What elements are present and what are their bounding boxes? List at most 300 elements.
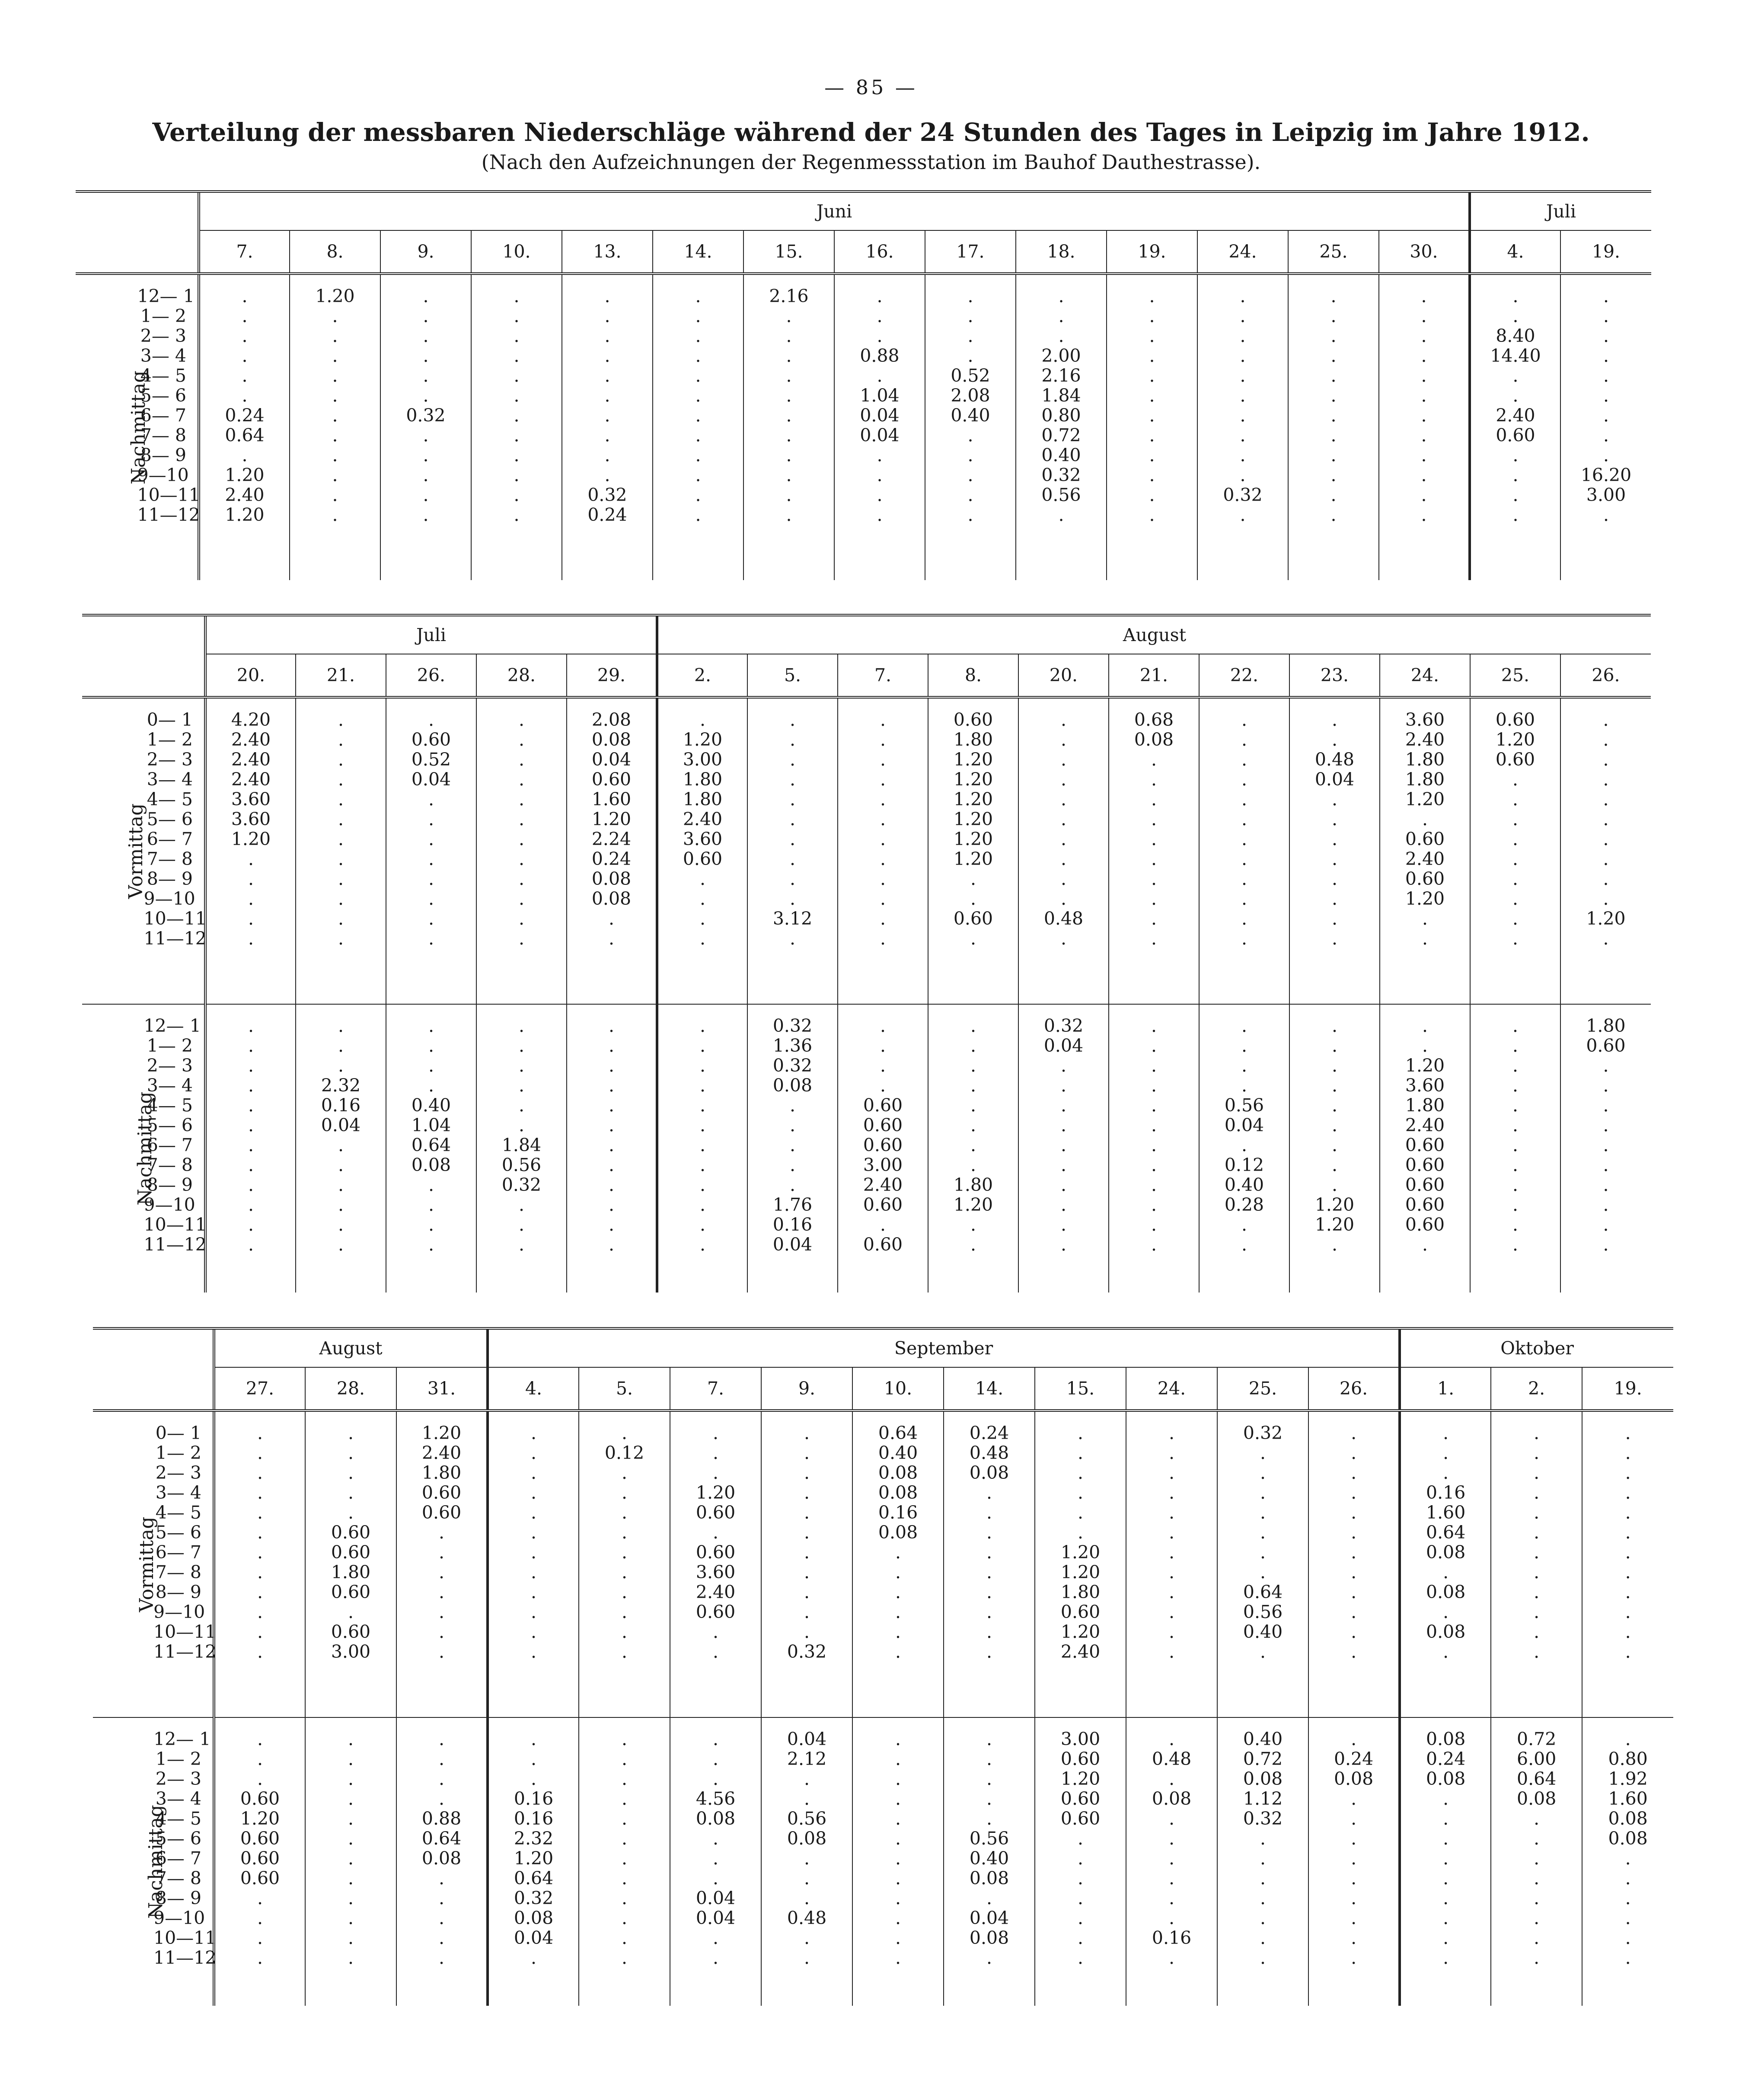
rainfall-value: . [423, 504, 429, 525]
rainfall-value: 0.48 [1152, 1749, 1192, 1769]
rainfall-value: . [1331, 1174, 1338, 1195]
rainfall-value: . [895, 1729, 901, 1749]
rainfall-value: . [622, 1582, 628, 1602]
hour-label: 4— 5 [155, 1808, 201, 1829]
rainfall-value: 1.60 [1426, 1502, 1466, 1523]
rainfall-value: 0.24 [969, 1423, 1009, 1443]
rainfall-value: 2.40 [231, 749, 271, 770]
rainfall-value: . [338, 928, 344, 949]
rainfall-value: 1.04 [411, 1115, 451, 1136]
rainfall-value: 2.08 [591, 709, 632, 730]
rainfall-value: . [789, 729, 796, 750]
rainfall-value: 6.00 [1516, 1749, 1557, 1769]
rainfall-value: . [1240, 405, 1246, 426]
rainfall-value: . [789, 769, 796, 790]
day-column [1199, 697, 1289, 1004]
rainfall-value: . [1422, 1035, 1428, 1056]
rainfall-value: . [1260, 1443, 1266, 1463]
rainfall-value: . [986, 1641, 992, 1662]
rainfall-value: . [986, 1562, 992, 1583]
rainfall-value: . [1149, 465, 1155, 485]
rainfall-value: . [970, 888, 976, 909]
rainfall-value: . [1169, 1423, 1175, 1443]
rainfall-value: . [713, 1749, 719, 1769]
rainfall-value: . [518, 888, 525, 909]
rainfall-value: 0.40 [969, 1848, 1009, 1869]
rainfall-value: 0.32 [1243, 1808, 1283, 1829]
day-header: 9. [761, 1367, 852, 1411]
rainfall-value: . [438, 1888, 445, 1909]
rainfall-value: . [695, 485, 701, 505]
rainfall-value: 0.64 [1426, 1522, 1466, 1543]
rainfall-value: . [967, 425, 973, 446]
rainfall-value: . [986, 1522, 992, 1543]
rainfall-value: . [518, 789, 525, 810]
rainfall-value: . [1060, 769, 1067, 790]
rainfall-value: . [1240, 345, 1246, 366]
rainfall-value: 0.08 [878, 1522, 918, 1543]
hour-label: 7— 8 [147, 849, 193, 869]
month-header: Juli [1470, 191, 1651, 230]
rainfall-value: . [1351, 1522, 1357, 1543]
rainfall-value: . [713, 1768, 719, 1789]
rainfall-value: . [1625, 1443, 1631, 1463]
rainfall-value: 0.60 [696, 1502, 736, 1523]
rainfall-value: . [789, 1135, 796, 1155]
rainfall-value: . [1151, 829, 1157, 849]
day-column [747, 1004, 838, 1293]
rainfall-value: . [695, 345, 701, 366]
rainfall-value: . [895, 1788, 901, 1809]
rainfall-value: . [970, 1115, 976, 1136]
rainfall-value: . [1151, 1055, 1157, 1076]
rainfall-value: 0.40 [1224, 1174, 1264, 1195]
rainfall-value: . [514, 465, 520, 485]
rainfall-value: 0.60 [1060, 1788, 1101, 1809]
rainfall-value: . [348, 1888, 354, 1909]
rainfall-value: . [986, 1788, 992, 1809]
rainfall-value: 0.56 [501, 1155, 542, 1175]
rainfall-value: . [1149, 345, 1155, 366]
rainfall-value: . [257, 1621, 263, 1642]
rainfall-value: . [423, 445, 429, 466]
rainfall-value: . [1625, 1908, 1631, 1928]
rainfall-value: . [713, 1928, 719, 1948]
rainfall-value: . [332, 465, 338, 485]
rainfall-value: . [1603, 365, 1609, 386]
rainfall-value: . [1603, 749, 1609, 770]
hour-label: 11—12 [153, 1641, 217, 1662]
rainfall-value: 0.60 [1405, 1194, 1445, 1215]
rainfall-value: 0.60 [1405, 1155, 1445, 1175]
hour-label: 4— 5 [140, 365, 186, 386]
rainfall-value: . [1512, 1174, 1519, 1195]
day-header: 5. [747, 654, 838, 697]
rainfall-value: 0.08 [1134, 729, 1174, 750]
rainfall-value: 3.00 [683, 749, 723, 770]
day-column [296, 1004, 386, 1293]
day-column [562, 274, 653, 580]
rainfall-value: . [1151, 1214, 1157, 1235]
rainfall-value: 0.60 [1060, 1749, 1101, 1769]
rainfall-value: . [1151, 1075, 1157, 1096]
day-header: 10. [471, 230, 562, 274]
rainfall-value: . [242, 326, 248, 346]
rainfall-value: . [518, 868, 525, 889]
rainfall-value: . [1603, 1055, 1609, 1076]
rainfall-value: . [531, 1621, 537, 1642]
rainfall-value: 1.20 [240, 1808, 280, 1829]
rainfall-value: . [877, 445, 883, 466]
rainfall-value: . [695, 385, 701, 406]
rainfall-value: . [608, 1174, 615, 1195]
rainfall-value: . [257, 1768, 263, 1789]
rainfall-value: . [1169, 1462, 1175, 1483]
rainfall-value: . [895, 1828, 901, 1849]
rainfall-value: . [1422, 809, 1428, 830]
rainfall-value: . [428, 1015, 434, 1036]
rainfall-value: . [880, 888, 886, 909]
day-header: 5. [579, 1367, 670, 1411]
rainfall-value: . [428, 709, 434, 730]
rainfall-value: . [608, 1135, 615, 1155]
rainfall-value: . [348, 1502, 354, 1523]
hour-label: 4— 5 [155, 1502, 201, 1523]
rainfall-value: . [257, 1928, 263, 1948]
rainfall-value: 2.40 [231, 769, 271, 790]
day-column [944, 1411, 1035, 1717]
rainfall-value: . [1169, 1828, 1175, 1849]
rainfall-value: . [423, 385, 429, 406]
rainfall-value: 0.60 [331, 1621, 371, 1642]
rainfall-value: 0.04 [787, 1729, 827, 1749]
day-header: 27. [214, 1367, 305, 1411]
rainfall-value: 1.04 [860, 385, 900, 406]
rainfall-table [82, 614, 1651, 1293]
day-column [205, 1004, 296, 1293]
rainfall-value: . [1443, 1602, 1449, 1622]
day-column [205, 697, 296, 1004]
day-header: 14. [944, 1367, 1035, 1411]
rainfall-value: . [695, 445, 701, 466]
rainfall-value: 0.52 [951, 365, 990, 386]
rainfall-value: 0.32 [1223, 485, 1263, 505]
rainfall-value: . [514, 385, 520, 406]
rainfall-value: 0.16 [878, 1502, 918, 1523]
rainfall-value: . [514, 365, 520, 386]
rainfall-value: 0.56 [1243, 1602, 1283, 1622]
rainfall-table [76, 190, 1651, 580]
hour-label: 3— 4 [140, 345, 186, 366]
rainfall-value: . [1169, 1888, 1175, 1909]
rainfall-value: 0.24 [591, 849, 632, 869]
rainfall-value: . [804, 1868, 810, 1889]
rainfall-value: . [1169, 1729, 1175, 1749]
rainfall-value: . [1603, 769, 1609, 790]
rainfall-value: 2.40 [421, 1443, 462, 1463]
rainfall-value: . [1331, 868, 1338, 889]
day-column [305, 1411, 396, 1717]
rainfall-value: . [348, 1749, 354, 1769]
rainfall-value: . [789, 749, 796, 770]
rainfall-value: 0.60 [696, 1602, 736, 1622]
rainfall-value: . [1512, 485, 1519, 505]
rainfall-value: . [967, 306, 973, 326]
rainfall-value: . [1060, 1155, 1067, 1175]
rainfall-value: . [242, 345, 248, 366]
rainfall-value: 1.20 [1405, 789, 1445, 810]
rainfall-value: 3.12 [772, 908, 813, 929]
rainfall-value: 0.40 [1243, 1729, 1283, 1749]
rainfall-value: . [1240, 286, 1246, 306]
rainfall-value: . [257, 1749, 263, 1769]
rainfall-value: . [1240, 504, 1246, 525]
rainfall-value: . [1603, 405, 1609, 426]
rainfall-value: . [1241, 1214, 1247, 1235]
rainfall-value: . [242, 385, 248, 406]
rainfall-value: . [1169, 1602, 1175, 1622]
rainfall-value: . [1149, 445, 1155, 466]
rainfall-value: . [348, 1808, 354, 1829]
rainfall-value: . [1512, 829, 1519, 849]
rainfall-value: . [332, 365, 338, 386]
hour-label: 8— 9 [147, 1174, 193, 1195]
rainfall-value: . [423, 465, 429, 485]
rainfall-value: 0.60 [863, 1234, 903, 1255]
day-column [1491, 1717, 1582, 2006]
rainfall-value: . [1240, 326, 1246, 346]
rainfall-value: 1.20 [1060, 1621, 1101, 1642]
rainfall-value: . [1078, 1868, 1084, 1889]
rainfall-value: . [1603, 1135, 1609, 1155]
rainfall-value: . [804, 1562, 810, 1583]
rainfall-value: . [1625, 1641, 1631, 1662]
hour-label: 9—10 [144, 888, 195, 909]
rainfall-value: . [622, 1602, 628, 1622]
rainfall-value: . [1241, 928, 1247, 949]
rainfall-value: . [877, 306, 883, 326]
rainfall-value: . [608, 1115, 615, 1136]
hour-label: 11—12 [153, 1947, 217, 1968]
hour-label: 1— 2 [140, 306, 186, 326]
rainfall-value: . [970, 1155, 976, 1175]
rainfall-value: . [1078, 1462, 1084, 1483]
rainfall-value: . [518, 908, 525, 929]
rainfall-value: . [514, 504, 520, 525]
rainfall-value: . [608, 1234, 615, 1255]
rainfall-value: 1.20 [1495, 729, 1535, 750]
rainfall-value: . [877, 485, 883, 505]
day-column [838, 697, 928, 1004]
rainfall-value: . [622, 1788, 628, 1809]
rainfall-value: . [1240, 306, 1246, 326]
day-header: 7. [670, 1367, 761, 1411]
rainfall-value: . [423, 286, 429, 306]
rainfall-value: 0.08 [1152, 1788, 1192, 1809]
rainfall-value: . [1330, 286, 1337, 306]
rainfall-value: . [438, 1582, 445, 1602]
rainfall-value: . [1603, 849, 1609, 869]
rainfall-value: . [967, 326, 973, 346]
day-header: 29. [567, 654, 657, 697]
period-label-cell [93, 1411, 158, 1717]
rainfall-value: . [1060, 789, 1067, 810]
day-header: 13. [562, 230, 653, 274]
rainfall-value: . [622, 1868, 628, 1889]
rainfall-value: . [1151, 888, 1157, 909]
rainfall-value: 0.48 [1043, 908, 1084, 929]
rainfall-value: 0.04 [860, 405, 900, 426]
rainfall-value: . [695, 286, 701, 306]
rainfall-value: 0.24 [225, 405, 265, 426]
rainfall-value: . [622, 1947, 628, 1968]
rainfall-value: . [604, 445, 610, 466]
rainfall-value: . [257, 1641, 263, 1662]
rainfall-value: . [1260, 1522, 1266, 1543]
rainfall-value: . [257, 1582, 263, 1602]
rainfall-value: . [1330, 405, 1337, 426]
rainfall-value: . [622, 1828, 628, 1849]
rainfall-value: 0.08 [591, 868, 632, 889]
rainfall-value: . [804, 1768, 810, 1789]
rainfall-value: . [428, 1174, 434, 1195]
rainfall-value: . [248, 1115, 254, 1136]
rainfall-value: . [1603, 809, 1609, 830]
rainfall-value: 1.80 [683, 769, 723, 790]
rainfall-value: . [514, 405, 520, 426]
rainfall-value: . [1351, 1602, 1357, 1622]
rainfall-value: . [438, 1749, 445, 1769]
rainfall-value: . [1351, 1542, 1357, 1563]
rainfall-value: . [428, 1234, 434, 1255]
rainfall-value: . [248, 928, 254, 949]
rainfall-value: . [438, 1768, 445, 1789]
rainfall-value: 0.60 [1060, 1602, 1101, 1622]
rainfall-value: . [1351, 1788, 1357, 1809]
rainfall-value: 0.60 [863, 1095, 903, 1116]
day-column [1560, 1004, 1651, 1293]
rainfall-value: . [699, 1214, 706, 1235]
rainfall-value: . [1512, 868, 1519, 889]
rainfall-value: . [1443, 1808, 1449, 1829]
rainfall-value: 0.08 [772, 1075, 813, 1096]
day-header: 21. [296, 654, 386, 697]
rainfall-value: . [518, 709, 525, 730]
day-column [1126, 1717, 1217, 2006]
rainfall-value: . [986, 1768, 992, 1789]
rainfall-value: 0.48 [787, 1908, 827, 1928]
period-label: Vormittag [135, 1516, 158, 1612]
day-column [396, 1717, 488, 2006]
day-header: 14. [653, 230, 743, 274]
rainfall-value: . [786, 326, 792, 346]
day-column [761, 1717, 852, 2006]
rainfall-value: . [1351, 1482, 1357, 1503]
rainfall-value: . [1330, 306, 1337, 326]
rainfall-value: . [608, 1015, 615, 1036]
rainfall-value: . [1534, 1641, 1540, 1662]
rainfall-value: . [880, 928, 886, 949]
rainfall-value: . [786, 385, 792, 406]
rainfall-value: . [877, 365, 883, 386]
rainfall-value: . [1151, 1194, 1157, 1215]
header-corner [93, 1367, 214, 1411]
rainfall-value: . [895, 1868, 901, 1889]
rainfall-value: . [1421, 425, 1427, 446]
rainfall-value: . [1151, 1155, 1157, 1175]
rainfall-value: 0.32 [787, 1641, 827, 1662]
rainfall-value: . [786, 485, 792, 505]
rainfall-value: 1.80 [331, 1562, 371, 1583]
rainfall-value: . [1351, 1947, 1357, 1968]
rainfall-value: . [1534, 1828, 1540, 1849]
rainfall-value: . [518, 1055, 525, 1076]
rainfall-value: . [1422, 908, 1428, 929]
rainfall-value: . [970, 1035, 976, 1056]
rainfall-value: 3.00 [1060, 1729, 1101, 1749]
day-column [386, 1004, 476, 1293]
rainfall-value: . [970, 1135, 976, 1155]
rainfall-value: . [257, 1562, 263, 1583]
rainfall-value: . [880, 1035, 886, 1056]
rainfall-value: . [332, 326, 338, 346]
rainfall-value: . [1240, 385, 1246, 406]
day-column [1217, 1717, 1308, 2006]
day-header: 31. [396, 1367, 488, 1411]
rainfall-value: . [1330, 365, 1337, 386]
rainfall-value: . [786, 405, 792, 426]
period-label: Vormittag [124, 803, 147, 899]
rainfall-value: . [713, 1443, 719, 1463]
rainfall-value: . [428, 849, 434, 869]
rainfall-value: . [1512, 849, 1519, 869]
hour-label: 9—10 [144, 1194, 195, 1215]
rainfall-value: 0.40 [878, 1443, 918, 1463]
hour-label: 7— 8 [140, 425, 186, 446]
day-column [214, 1717, 305, 2006]
rainfall-value: . [518, 1015, 525, 1036]
rainfall-value: . [1351, 1729, 1357, 1749]
hour-label: 8— 9 [147, 868, 193, 889]
rainfall-value: . [248, 868, 254, 889]
rainfall-value: . [1351, 1908, 1357, 1928]
hour-label: 6— 7 [147, 1135, 193, 1155]
rainfall-value: . [1331, 729, 1338, 750]
rainfall-value: . [804, 1443, 810, 1463]
rainfall-value: . [423, 306, 429, 326]
rainfall-value: . [880, 769, 886, 790]
hour-label: 10—11 [144, 1214, 207, 1235]
rainfall-value: 0.32 [772, 1015, 813, 1036]
rainfall-value: . [880, 908, 886, 929]
hour-label: 11—12 [144, 928, 207, 949]
rainfall-value: . [786, 425, 792, 446]
rainfall-value: . [1512, 365, 1519, 386]
rainfall-value: . [1534, 1423, 1540, 1443]
day-header: 25. [1470, 654, 1560, 697]
rainfall-value: . [1060, 1174, 1067, 1195]
rainfall-value: . [338, 868, 344, 889]
rainfall-value: 3.00 [331, 1641, 371, 1662]
day-column [852, 1411, 944, 1717]
rainfall-value: . [877, 504, 883, 525]
rainfall-value: . [1603, 709, 1609, 730]
day-column [214, 1411, 305, 1717]
rainfall-value: . [804, 1848, 810, 1869]
rainfall-value: . [348, 1443, 354, 1463]
rainfall-value: . [1241, 849, 1247, 869]
rainfall-value: 0.52 [411, 749, 451, 770]
